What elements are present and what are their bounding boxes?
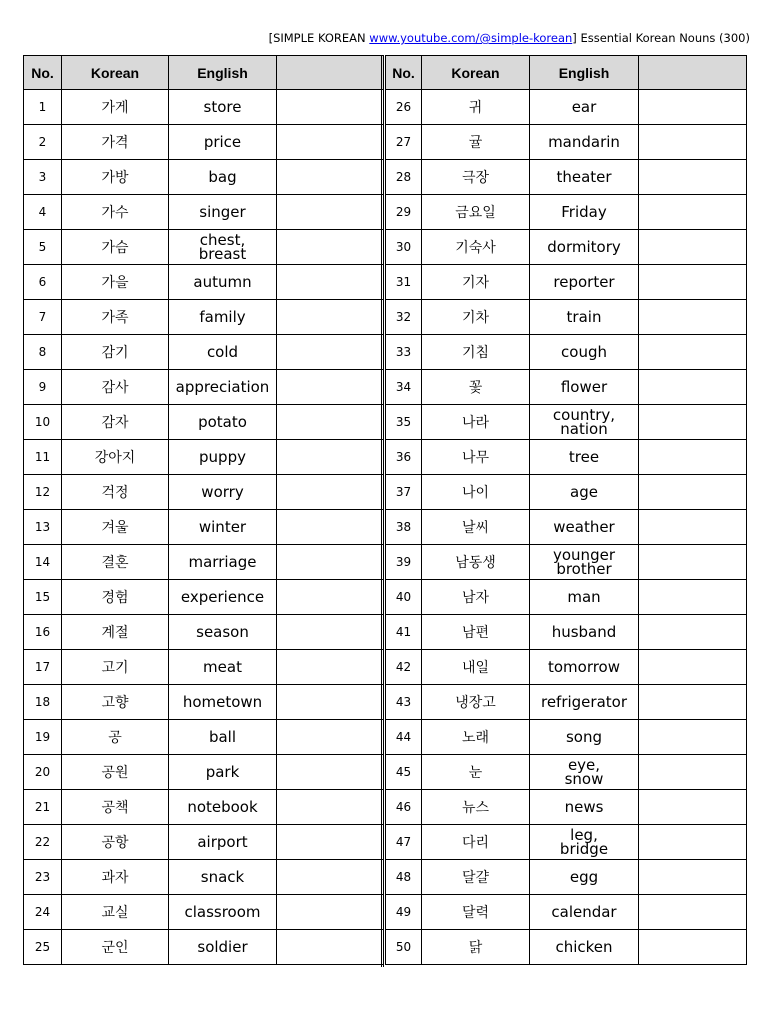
table-row: [386, 580, 747, 615]
korean-word: 걱정: [62, 475, 169, 510]
table-row: [386, 860, 747, 895]
blank-cell: [639, 440, 747, 475]
table-row: [24, 720, 384, 755]
row-number: 36: [386, 440, 422, 475]
table-row: [386, 615, 747, 650]
blank-cell: [639, 405, 747, 440]
english-word: meat: [169, 650, 277, 685]
korean-word: 가족: [62, 300, 169, 335]
row-number: 18: [24, 685, 62, 720]
korean-word: 가게: [62, 90, 169, 125]
table-row: [24, 580, 384, 615]
korean-word: 극장: [422, 160, 530, 195]
english-word: chest, breast: [169, 230, 277, 265]
english-word: reporter: [530, 265, 639, 300]
table-row: [386, 370, 747, 405]
row-number: 39: [386, 545, 422, 580]
row-number: 29: [386, 195, 422, 230]
blank-cell: [277, 650, 384, 685]
blank-cell: [277, 755, 384, 790]
table-row: [24, 650, 384, 685]
row-number: 27: [386, 125, 422, 160]
english-word: calendar: [530, 895, 639, 930]
english-word: soldier: [169, 930, 277, 965]
vocab-rows-left: [24, 90, 384, 965]
blank-cell: [277, 230, 384, 265]
korean-word: 공책: [62, 790, 169, 825]
row-number: 48: [386, 860, 422, 895]
english-word: store: [169, 90, 277, 125]
korean-word: 감자: [62, 405, 169, 440]
row-number: 32: [386, 300, 422, 335]
korean-word: 기침: [422, 335, 530, 370]
table-row: [386, 405, 747, 440]
blank-cell: [639, 510, 747, 545]
row-number: 12: [24, 475, 62, 510]
blank-cell: [639, 615, 747, 650]
table-row: [24, 90, 384, 125]
blank-cell: [639, 300, 747, 335]
blank-cell: [639, 860, 747, 895]
row-number: 4: [24, 195, 62, 230]
blank-cell: [277, 510, 384, 545]
korean-word: 닭: [422, 930, 530, 965]
korean-word: 기차: [422, 300, 530, 335]
korean-word: 달력: [422, 895, 530, 930]
blank-cell: [277, 265, 384, 300]
row-number: 30: [386, 230, 422, 265]
english-word: classroom: [169, 895, 277, 930]
table-row: [386, 545, 747, 580]
blank-cell: [277, 720, 384, 755]
english-word: bag: [169, 160, 277, 195]
korean-word: 뉴스: [422, 790, 530, 825]
vocab-rows-right: [386, 90, 747, 965]
row-number: 45: [386, 755, 422, 790]
blank-cell: [639, 825, 747, 860]
table-row: [386, 930, 747, 965]
english-word: country, nation: [530, 405, 639, 440]
blank-cell: [639, 335, 747, 370]
korean-word: 가을: [62, 265, 169, 300]
english-word: appreciation: [169, 370, 277, 405]
table-row: [24, 825, 384, 860]
row-number: 38: [386, 510, 422, 545]
row-number: 33: [386, 335, 422, 370]
english-word: Friday: [530, 195, 639, 230]
english-word: leg, bridge: [530, 825, 639, 860]
english-word: marriage: [169, 545, 277, 580]
korean-word: 나무: [422, 440, 530, 475]
blank-cell: [277, 90, 384, 125]
english-word: dormitory: [530, 230, 639, 265]
table-row: [24, 335, 384, 370]
blank-cell: [277, 370, 384, 405]
table-row: [386, 685, 747, 720]
table-row: [386, 755, 747, 790]
blank-cell: [277, 335, 384, 370]
english-word: age: [530, 475, 639, 510]
english-word: husband: [530, 615, 639, 650]
row-number: 13: [24, 510, 62, 545]
col-header-korean: Korean: [422, 56, 530, 90]
table-row: [24, 405, 384, 440]
row-number: 28: [386, 160, 422, 195]
blank-cell: [639, 895, 747, 930]
row-number: 6: [24, 265, 62, 300]
blank-cell: [277, 125, 384, 160]
korean-word: 고향: [62, 685, 169, 720]
table-row: [24, 755, 384, 790]
korean-word: 냉장고: [422, 685, 530, 720]
table-row: [386, 790, 747, 825]
korean-word: 가슴: [62, 230, 169, 265]
blank-cell: [639, 475, 747, 510]
blank-cell: [277, 685, 384, 720]
blank-cell: [277, 440, 384, 475]
blank-cell: [639, 265, 747, 300]
row-number: 34: [386, 370, 422, 405]
row-number: 47: [386, 825, 422, 860]
row-number: 5: [24, 230, 62, 265]
korean-word: 경험: [62, 580, 169, 615]
korean-word: 감사: [62, 370, 169, 405]
blank-cell: [277, 300, 384, 335]
english-word: younger brother: [530, 545, 639, 580]
blank-cell: [639, 755, 747, 790]
row-number: 40: [386, 580, 422, 615]
table-row: [24, 230, 384, 265]
row-number: 41: [386, 615, 422, 650]
table-row: [24, 370, 384, 405]
english-word: flower: [530, 370, 639, 405]
row-number: 14: [24, 545, 62, 580]
col-header-no: No.: [386, 56, 422, 90]
table-row: [386, 265, 747, 300]
korean-word: 감기: [62, 335, 169, 370]
vocab-table-right: [385, 55, 747, 965]
english-word: autumn: [169, 265, 277, 300]
blank-cell: [277, 580, 384, 615]
korean-word: 달걀: [422, 860, 530, 895]
english-word: egg: [530, 860, 639, 895]
english-word: puppy: [169, 440, 277, 475]
table-row: [386, 300, 747, 335]
korean-word: 남동생: [422, 545, 530, 580]
english-word: notebook: [169, 790, 277, 825]
english-word: snack: [169, 860, 277, 895]
blank-cell: [639, 195, 747, 230]
korean-word: 가수: [62, 195, 169, 230]
table-row: [386, 440, 747, 475]
row-number: 19: [24, 720, 62, 755]
table-row: [386, 475, 747, 510]
korean-word: 기자: [422, 265, 530, 300]
blank-cell: [639, 545, 747, 580]
english-word: tomorrow: [530, 650, 639, 685]
table-row: [24, 265, 384, 300]
table-row: [24, 300, 384, 335]
english-word: airport: [169, 825, 277, 860]
english-word: singer: [169, 195, 277, 230]
table-row: [24, 125, 384, 160]
row-number: 7: [24, 300, 62, 335]
korean-word: 내일: [422, 650, 530, 685]
english-word: mandarin: [530, 125, 639, 160]
korean-word: 결혼: [62, 545, 169, 580]
english-word: news: [530, 790, 639, 825]
english-word: experience: [169, 580, 277, 615]
english-word: ear: [530, 90, 639, 125]
table-row: [24, 930, 384, 965]
row-number: 24: [24, 895, 62, 930]
row-number: 43: [386, 685, 422, 720]
english-word: worry: [169, 475, 277, 510]
table-row: [386, 125, 747, 160]
row-number: 3: [24, 160, 62, 195]
blank-cell: [277, 930, 384, 965]
english-word: ball: [169, 720, 277, 755]
blank-cell: [639, 125, 747, 160]
table-row: [386, 650, 747, 685]
table-row: [386, 160, 747, 195]
blank-cell: [639, 370, 747, 405]
korean-word: 과자: [62, 860, 169, 895]
korean-word: 남편: [422, 615, 530, 650]
table-row: [386, 195, 747, 230]
korean-word: 겨울: [62, 510, 169, 545]
korean-word: 귀: [422, 90, 530, 125]
blank-cell: [277, 860, 384, 895]
row-number: 2: [24, 125, 62, 160]
table-row: [386, 895, 747, 930]
table-header-row: [386, 56, 747, 90]
english-word: cold: [169, 335, 277, 370]
row-number: 11: [24, 440, 62, 475]
youtube-link[interactable]: www.youtube.com/@simple-korean: [369, 31, 573, 45]
korean-word: 계절: [62, 615, 169, 650]
korean-word: 기숙사: [422, 230, 530, 265]
blank-cell: [277, 160, 384, 195]
blank-cell: [639, 790, 747, 825]
korean-word: 교실: [62, 895, 169, 930]
blank-cell: [277, 475, 384, 510]
english-word: season: [169, 615, 277, 650]
table-row: [24, 510, 384, 545]
english-word: family: [169, 300, 277, 335]
table-divider: [381, 55, 384, 967]
korean-word: 가방: [62, 160, 169, 195]
blank-cell: [277, 790, 384, 825]
table-row: [24, 195, 384, 230]
table-row: [386, 825, 747, 860]
blank-cell: [639, 580, 747, 615]
korean-word: 노래: [422, 720, 530, 755]
english-word: hometown: [169, 685, 277, 720]
english-word: train: [530, 300, 639, 335]
korean-word: 귤: [422, 125, 530, 160]
english-word: eye, snow: [530, 755, 639, 790]
blank-cell: [277, 895, 384, 930]
header-suffix: ] Essential Korean Nouns (300): [572, 31, 750, 45]
korean-word: 공: [62, 720, 169, 755]
row-number: 23: [24, 860, 62, 895]
korean-word: 군인: [62, 930, 169, 965]
table-row: [24, 545, 384, 580]
english-word: price: [169, 125, 277, 160]
english-word: park: [169, 755, 277, 790]
korean-word: 날씨: [422, 510, 530, 545]
blank-cell: [639, 90, 747, 125]
table-row: [386, 510, 747, 545]
row-number: 50: [386, 930, 422, 965]
col-header-english: English: [169, 56, 277, 90]
table-row: [386, 90, 747, 125]
english-word: winter: [169, 510, 277, 545]
english-word: refrigerator: [530, 685, 639, 720]
blank-cell: [639, 160, 747, 195]
row-number: 49: [386, 895, 422, 930]
korean-word: 나이: [422, 475, 530, 510]
table-row: [24, 440, 384, 475]
row-number: 1: [24, 90, 62, 125]
english-word: potato: [169, 405, 277, 440]
col-header-no: No.: [24, 56, 62, 90]
blank-cell: [277, 825, 384, 860]
table-row: [24, 615, 384, 650]
row-number: 26: [386, 90, 422, 125]
blank-cell: [277, 405, 384, 440]
table-header-row: [24, 56, 384, 90]
table-row: [24, 160, 384, 195]
blank-cell: [277, 545, 384, 580]
row-number: 16: [24, 615, 62, 650]
row-number: 22: [24, 825, 62, 860]
english-word: song: [530, 720, 639, 755]
korean-word: 다리: [422, 825, 530, 860]
korean-word: 공항: [62, 825, 169, 860]
col-header-english: English: [530, 56, 639, 90]
row-number: 17: [24, 650, 62, 685]
table-row: [24, 895, 384, 930]
table-row: [24, 860, 384, 895]
korean-word: 가격: [62, 125, 169, 160]
korean-word: 꽃: [422, 370, 530, 405]
table-row: [386, 335, 747, 370]
korean-word: 눈: [422, 755, 530, 790]
blank-cell: [639, 930, 747, 965]
header-prefix: [SIMPLE KOREAN: [268, 31, 370, 45]
table-row: [24, 790, 384, 825]
row-number: 9: [24, 370, 62, 405]
row-number: 8: [24, 335, 62, 370]
row-number: 20: [24, 755, 62, 790]
korean-word: 공원: [62, 755, 169, 790]
blank-cell: [639, 685, 747, 720]
vocab-table-left: [23, 55, 384, 965]
korean-word: 남자: [422, 580, 530, 615]
english-word: chicken: [530, 930, 639, 965]
row-number: 31: [386, 265, 422, 300]
blank-cell: [277, 615, 384, 650]
english-word: cough: [530, 335, 639, 370]
row-number: 44: [386, 720, 422, 755]
english-word: man: [530, 580, 639, 615]
row-number: 37: [386, 475, 422, 510]
row-number: 10: [24, 405, 62, 440]
row-number: 21: [24, 790, 62, 825]
korean-word: 고기: [62, 650, 169, 685]
page-header: [269, 31, 750, 45]
col-header-blank: [277, 56, 384, 90]
blank-cell: [639, 650, 747, 685]
blank-cell: [277, 195, 384, 230]
table-row: [386, 720, 747, 755]
english-word: weather: [530, 510, 639, 545]
korean-word: 나라: [422, 405, 530, 440]
korean-word: 금요일: [422, 195, 530, 230]
table-row: [386, 230, 747, 265]
table-row: [24, 685, 384, 720]
row-number: 46: [386, 790, 422, 825]
korean-word: 강아지: [62, 440, 169, 475]
blank-cell: [639, 230, 747, 265]
col-header-blank: [639, 56, 747, 90]
row-number: 35: [386, 405, 422, 440]
row-number: 25: [24, 930, 62, 965]
table-row: [24, 475, 384, 510]
row-number: 15: [24, 580, 62, 615]
col-header-korean: Korean: [62, 56, 169, 90]
english-word: theater: [530, 160, 639, 195]
row-number: 42: [386, 650, 422, 685]
blank-cell: [639, 720, 747, 755]
english-word: tree: [530, 440, 639, 475]
